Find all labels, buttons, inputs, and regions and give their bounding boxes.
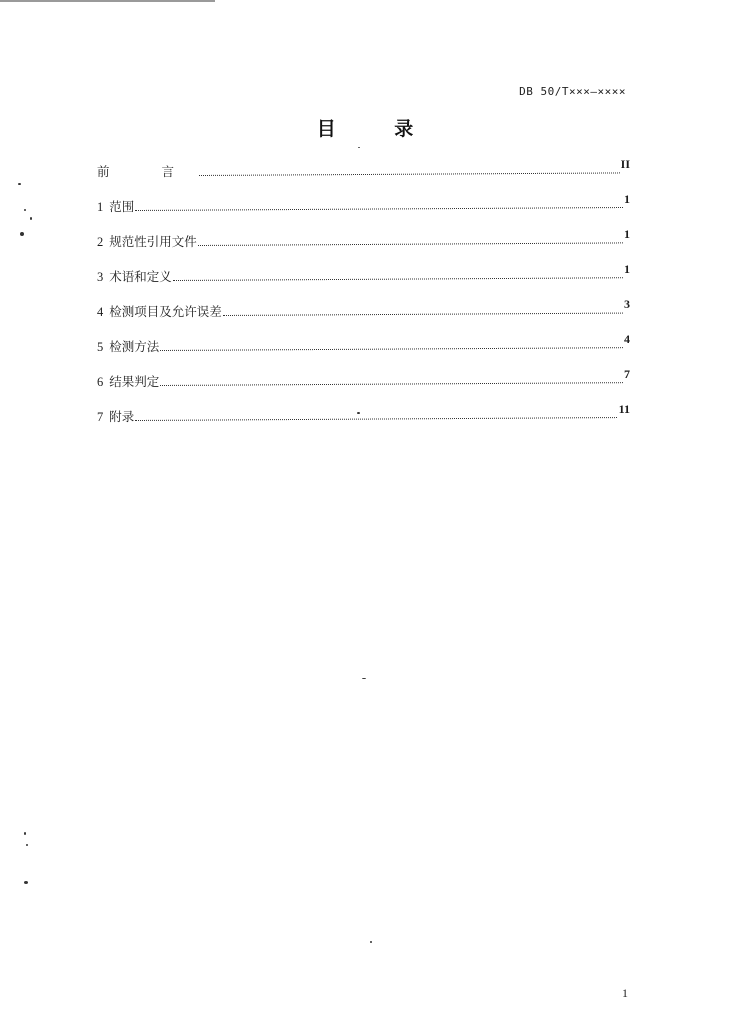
toc-entry-label: [97, 235, 197, 249]
toc-entry-result-judgment[interactable]: [97, 354, 630, 389]
toc-entry-scope[interactable]: [97, 179, 630, 214]
toc-entry-test-items[interactable]: [97, 284, 630, 319]
scan-speck: [30, 217, 32, 220]
toc-entry-text: 范围: [109, 199, 135, 214]
toc-entry-number: 3: [97, 270, 104, 284]
toc-entry-text: 检测项目及允许误差: [109, 304, 222, 319]
toc-entry-terms-definitions[interactable]: [97, 249, 630, 284]
toc-title: 目 录: [316, 118, 440, 140]
toc-dot-leader: [135, 207, 623, 211]
scan-speck: [24, 209, 26, 211]
scan-top-rule: [0, 0, 215, 2]
toc-entry-label: [97, 270, 172, 284]
toc-entry-label: 前 言: [97, 164, 198, 179]
toc-entry-foreword[interactable]: [97, 144, 630, 179]
toc-entry-number: 6: [97, 375, 104, 389]
toc-entry-page: 3: [624, 297, 630, 311]
toc-dot-leader: [198, 242, 623, 246]
toc-list: [97, 144, 630, 424]
toc-dot-leader: [160, 347, 623, 351]
scan-speck: [24, 832, 26, 835]
toc-entry-page: II: [620, 157, 630, 171]
scan-speck: [24, 881, 28, 884]
toc-entry-label: [97, 305, 222, 319]
toc-entry-text: 术语和定义: [109, 269, 172, 284]
scan-speck: [20, 232, 24, 236]
toc-entry-text: 结果判定: [109, 374, 160, 389]
scan-speck: [18, 183, 21, 185]
toc-entry-label: [97, 340, 159, 354]
scan-speck: [358, 147, 360, 148]
toc-entry-number: 5: [97, 340, 104, 354]
toc-entry-label: [97, 410, 134, 424]
scan-speck: [362, 678, 366, 679]
toc-entry-page: 1: [624, 192, 630, 206]
toc-entry-page: 1: [624, 227, 630, 241]
document-code: DB 50/T×××—××××: [519, 85, 626, 98]
toc-entry-number: 2: [97, 235, 104, 249]
toc-entry-page: 11: [618, 402, 630, 416]
scan-speck: [357, 412, 360, 414]
toc-entry-number: 1: [97, 200, 104, 214]
toc-dot-leader: [223, 313, 623, 316]
toc-entry-test-methods[interactable]: [97, 319, 630, 354]
toc-entry-normative-references[interactable]: [97, 214, 630, 249]
scan-speck: [26, 844, 28, 846]
toc-entry-text: 检测方法: [109, 339, 160, 354]
toc-dot-leader: [199, 172, 620, 176]
page-number: 1: [622, 986, 628, 1000]
toc-entry-text: 规范性引用文件: [109, 234, 197, 249]
toc-entry-label: [97, 200, 134, 214]
toc-entry-number: 7: [97, 410, 104, 424]
toc-entry-page: 7: [624, 367, 630, 381]
toc-entry-number: 4: [97, 305, 104, 319]
toc-dot-leader: [160, 382, 623, 386]
toc-entry-label: [97, 375, 159, 389]
scan-speck: [370, 941, 372, 943]
toc-entry-page: 4: [624, 332, 630, 346]
toc-entry-appendix[interactable]: [97, 389, 630, 424]
toc-dot-leader: [173, 277, 623, 281]
toc-dot-leader: [135, 417, 617, 421]
toc-entry-page: 1: [624, 262, 630, 276]
toc-entry-text: 附录: [109, 409, 135, 424]
